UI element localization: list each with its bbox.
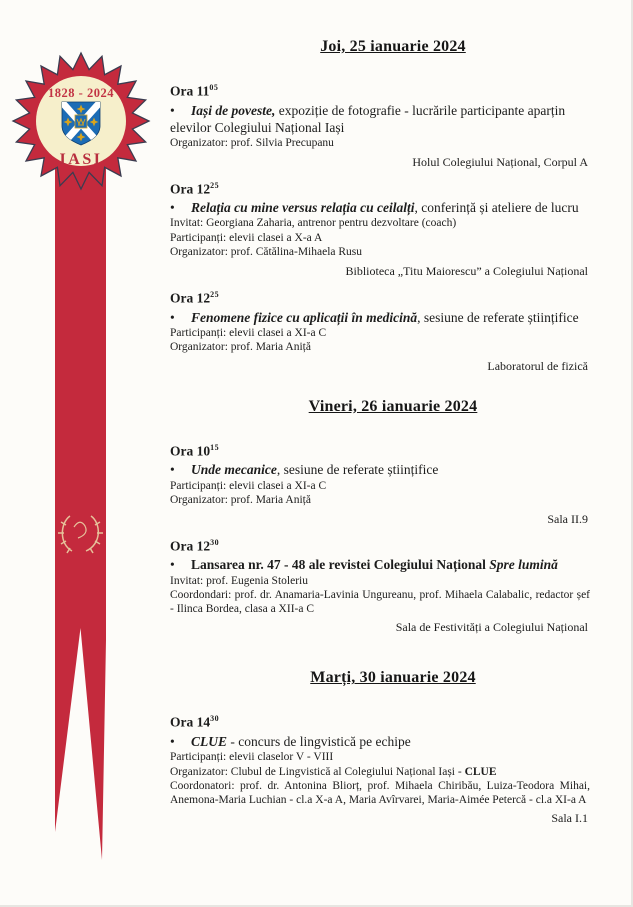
anniversary-years-label: 1828 - 2024 — [48, 86, 114, 100]
event-title: • Unde mecanice, sesiune de referate științifice — [170, 462, 439, 478]
event-detail: Invitat: Georgiana Zaharia, antrenor pentru dezvoltare (coach) — [170, 217, 457, 230]
event-detail: Organizator: Clubul de Lingvistică al Colegiului Național Iași - CLUE — [170, 765, 497, 778]
event-time: Ora $10^{15}$ — [170, 442, 220, 459]
event-detail: Invitat: prof. Eugenia Stoleriu — [170, 574, 308, 587]
event-time: Ora $12^{25}$ — [170, 290, 220, 306]
bullet-icon: • — [170, 102, 175, 118]
event-unde-mecanice — [170, 443, 590, 527]
event-detail: Coordondari: prof. dr. Anamaria-Lavinia Ungureanu, prof. Mihaela Calabalic, redactor șef - Ilinca Bordea, clasa a XII-a C — [170, 589, 590, 615]
section-joi — [170, 38, 590, 374]
event-location: Sala de Festivități a Colegiului Național — [395, 620, 588, 635]
section-vineri — [170, 398, 590, 635]
event-fenomene-fizice — [170, 290, 590, 374]
event-detail: Organizator: prof. Maria Aniță — [170, 494, 311, 507]
date-header-vineri: Vineri, 26 ianuarie 2024 — [308, 397, 478, 415]
event-time: Ora $12^{25}$ — [170, 180, 220, 197]
event-time: Ora $14^{30}$ — [170, 714, 220, 730]
event-location: Sala I.1 — [551, 811, 588, 826]
event-detail: Participanți: elevii clasei a XI-a C — [170, 479, 327, 492]
section-marti — [170, 669, 590, 826]
event-detail: Participanți: elevii clasei a XI-a C — [170, 326, 327, 339]
event-location: Holul Colegiului Național, Corpul A — [412, 154, 588, 169]
event-detail: Organizator: prof. Maria Aniță — [170, 341, 311, 354]
event-title: • Fenomene fizice cu aplicații în medicină, sesiune de referate științifice — [170, 309, 579, 325]
date-header-marti: Marți, 30 ianuarie 2024 — [310, 669, 476, 687]
bullet-icon: • — [170, 462, 175, 478]
event-title: • CLUE - concurs de lingvistică pe echipe — [170, 733, 411, 749]
bullet-icon: • — [170, 309, 175, 325]
event-detail: Participanți: elevii clasei a X-a A — [170, 231, 323, 244]
event-title: • Iași de poveste, expoziție de fotografie - lucrările participante aparțin elevilor Colegiului Național Iași — [170, 102, 566, 135]
event-detail: Organizator: prof. Cătălina-Mihaela Rusu — [170, 246, 363, 259]
date-header-joi: Joi, 25 ianuarie 2024 — [320, 38, 466, 55]
event-detail: Coordonatori: prof. dr. Antonina Bliorț, prof. Mihaela Chiribău, Luiza-Teodora Mihai, Anemona-Maria Luchian - cl.a X-a A, Maria Avîrvarei, Maria-Aimée Petercă - cl.a XI-a A — [170, 780, 590, 806]
event-relatia-cu-mine — [170, 181, 590, 279]
city-label: IASI — [59, 151, 103, 168]
program-content — [170, 38, 590, 837]
event-title: • Lansarea nr. 47 - 48 ale revistei Colegiului Național Spre lumină — [170, 557, 558, 573]
event-clue — [170, 714, 590, 826]
event-location: Laboratorul de fizică — [487, 358, 588, 373]
bullet-icon: • — [170, 200, 175, 216]
event-location: Sala II.9 — [547, 511, 588, 526]
event-lansarea-revistei — [170, 538, 590, 635]
event-time: Ora $11^{05}$ — [170, 83, 219, 99]
event-time: Ora $12^{30}$ — [170, 537, 220, 554]
bullet-icon: • — [170, 557, 175, 573]
event-detail: Participanți: elevii claselor V - VIII — [170, 751, 334, 764]
event-location: Biblioteca „Titu Maiorescu” a Colegiului Național — [345, 264, 588, 279]
event-title: • Relația cu mine versus relația cu ceilalți, conferință și ateliere de lucru — [170, 200, 579, 216]
award-ribbon-graphic — [0, 0, 170, 907]
event-iasi-de-poveste — [170, 83, 590, 170]
bullet-icon: • — [170, 733, 175, 749]
ribbon-band — [55, 150, 106, 860]
event-detail: Organizator: prof. Silvia Precupanu — [170, 137, 334, 150]
